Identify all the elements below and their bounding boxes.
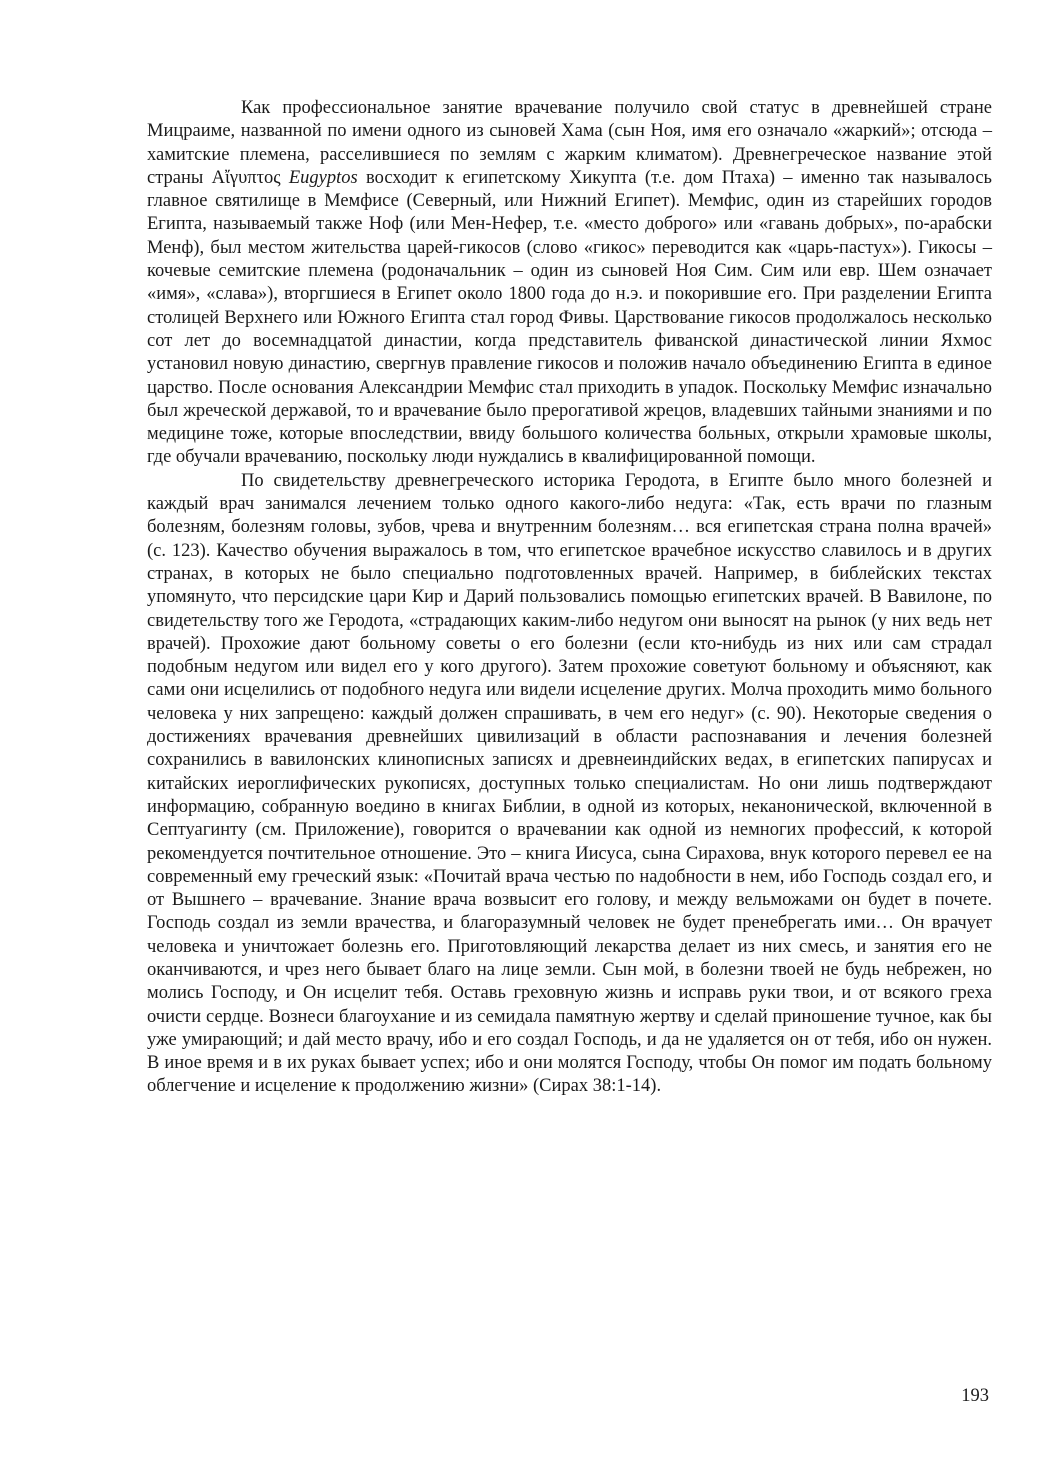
document-page: [147, 97, 992, 1099]
paragraph-1-italic-term: Eugyptos: [288, 167, 358, 188]
page-number: 193: [961, 1386, 989, 1406]
paragraph-1: [147, 97, 992, 470]
paragraph-1-text-end: восходит к египетскому Хикупта (т.е. дом Птаха) – именно так называлось главное святилище в Мемфисе (Северный, или Нижний Египет). Мемфис, один из старейших городов Египта, называемый также Ноф (или Мен-Нефер, т.е. «место доброго» или «гавань добрых», по-арабски Менф), был местом жительства царей-гикосов (слово «гикос» переводится как «царь-пастух»). Гикосы – кочевые семитские племена (родоначальник – один из сыновей Ноя Сим. Сим или евр. Шем означает «имя», «слава»), вторгшиеся в Египет около 1800 года до н.э. и покорившие его. При разделении Египта столицей Верхнего или Южного Египта стал город Фивы. Царствование гикосов продолжалось несколько сот лет до восемнадцатой династии, когда представитель фиванской династической линии Яхмос установил новую династию, свергнув правление гикосов и положив начало объединению Египта в единое царство. После основания Александрии Мемфис стал приходить в упадок. Поскольку Мемфис изначально был жреческой державой, то и врачевание было прерогативой жрецов, владевших тайными знаниями и по медицине тоже, которые впоследствии, ввиду большого количества больных, открыли храмовые школы, где обучали врачеванию, поскольку люди нуждались в квалифицированной помощи.: [147, 167, 992, 468]
paragraph-2: По свидетельству древнегреческого историка Геродота, в Египте было много болезней и каждый врач занимался лечением только одного какого-либо недуга: «Так, есть врачи по глазным болезням, болезням головы, зубов, чрева и внутренним болезням… вся египетская страна полна врачей» (с. 123). Качество обучения выражалось в том, что египетское врачебное искусство славилось и в других странах, в которых не было специально подготовленных врачей. Например, в библейских текстах упомянуто, что персидские цари Кир и Дарий пользовались помощью египетских врачей. В Вавилоне, по свидетельству того же Геродота, «страдающих каким-либо недугом они выносят на рынок (у них ведь нет врачей). Прохожие дают больному советы о его болезни (если кто-нибудь из них или сам страдал подобным недугом или видел его у кого другого). Затем прохожие советуют больному и объясняют, как сами они исцелились от подобного недуга или видели исцеление других. Молча проходить мимо больного человека у них запрещено: каждый должен спрашивать, в чем его недуг» (с. 90). Некоторые сведения о достижениях врачевания древнейших цивилизаций в области распознавания и лечения болезней сохранились в вавилонских клинописных записях и древнеиндийских ведах, в египетских папирусах и китайских иероглифических рукописях, доступных только специалистам. Но они лишь подтверждают информацию, собранную воедино в книгах Библии, в одной из которых, неканонической, включенной в Септуагинту (см. Приложение), говорится о врачевании как одной из немногих профессий, к которой рекомендуется почтительное отношение. Это – книга Иисуса, сына Сирахова, внук которого перевел ее на современный ему греческий язык: «Почитай врача честью по надобности в нем, ибо Господь создал его, и от Вышнего – врачевание. Знание врача возвысит его голову, и между вельможами он будет в почете. Господь создал из земли врачества, и благоразумный человек не будет пренебрегать ими… Он врачует человека и уничтожает болезнь его. Приготовляющий лекарства делает из них смесь, и занятия его не оканчиваются, и чрез него бывает благо на лице земли. Сын мой, в болезни твоей не будь небрежен, но молись Господу, и Он исцелит тебя. Оставь греховную жизнь и исправь руки твои, и от всякого греха очисти сердце. Вознеси благоухание и из семидала памятную жертву и сделай приношение тучное, как бы уже умирающий; и дай место врачу, ибо и его создал Господь, и да не удаляется он от тебя, ибо он нужен. В иное время и в их руках бывает успех; ибо и они молятся Господу, чтобы Он помог им подать больному облегчение и исцеление к продолжению жизни» (Сирах 38:1-14).: [147, 470, 992, 1097]
paragraph-1-text-start: Как профессиональное занятие врачевание получило свой статус в древнейшей стране Мицраиме, названной по имени одного из сыновей Хама (сын Ноя, имя его означало «жаркий»; отсюда – хамитские племена, расселившиеся по землям с жарким климатом). Древнегреческое название этой страны Αἴγυπτος: [147, 98, 992, 188]
